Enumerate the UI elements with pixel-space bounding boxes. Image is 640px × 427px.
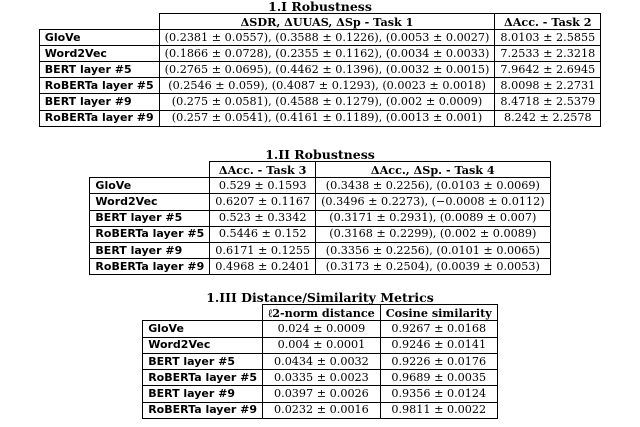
table-cell: 0.0397 ± 0.0026 [263,386,381,402]
table-cell: 0.4968 ± 0.2401 [210,259,316,275]
column-header-empty [39,14,159,30]
row-label: RoBERTa layer #5 [143,370,263,386]
row-label: Word2Vec [90,194,210,210]
table-cell: 0.6171 ± 0.1255 [210,242,316,258]
table-cell: (0.3496 ± 0.2273), (−0.0008 ± 0.0112) [316,194,551,210]
row-label: Word2Vec [39,46,159,62]
table-row [39,110,600,126]
table-cell: (0.3171 ± 0.2931), (0.0089 ± 0.007) [316,210,551,226]
table-cell: (0.3356 ± 0.2256), (0.0101 ± 0.0065) [316,242,551,258]
column-header: ΔSDR, ΔUUAS, ΔSp - Task 1 [159,14,495,30]
table-cell: 0.9811 ± 0.0022 [380,402,497,418]
table-row [90,259,550,275]
table-row [90,178,550,194]
table-row [90,242,550,258]
row-label: GloVe [90,178,210,194]
table-row [143,337,498,353]
section-title: 1.II Robustness [265,147,375,162]
table-row [143,370,498,386]
row-label: RoBERTa layer #9 [39,110,159,126]
column-header-empty [90,162,210,178]
table-cell: 0.0335 ± 0.0023 [263,370,381,386]
table-row [39,94,600,110]
table-cell: 0.9356 ± 0.0124 [380,386,497,402]
table-cell: 0.0434 ± 0.0032 [263,353,381,369]
table-cell: 0.024 ± 0.0009 [263,321,381,337]
table-cell: 0.004 ± 0.0001 [263,337,381,353]
table-row [39,46,600,62]
table-row [39,78,600,94]
table-header-row [90,162,550,178]
table-cell: 0.9689 ± 0.0035 [380,370,497,386]
table-row [90,194,550,210]
table-header-row [143,305,498,321]
table-cell: (0.3173 ± 0.2504), (0.0039 ± 0.0053) [316,259,551,275]
table-cell: 8.0098 ± 2.2731 [495,78,601,94]
table-row [143,386,498,402]
row-label: Word2Vec [143,337,263,353]
column-header: ΔAcc. - Task 3 [210,162,316,178]
row-label: RoBERTa layer #5 [90,226,210,242]
table-cell: 0.5446 ± 0.152 [210,226,316,242]
table-cell: 0.9246 ± 0.0141 [380,337,497,353]
section-title: 1.III Distance/Similarity Metrics [206,290,434,305]
column-header: Cosine similarity [380,305,497,321]
distance-similarity-table [142,304,498,419]
row-label: GloVe [39,30,159,46]
table-cell: (0.3168 ± 0.2299), (0.002 ± 0.0089) [316,226,551,242]
table-row [90,210,550,226]
table-cell: 0.9267 ± 0.0168 [380,321,497,337]
column-header-empty [143,305,263,321]
table-cell: 8.0103 ± 2.5855 [495,30,601,46]
table-row [143,402,498,418]
table-cell: 0.0232 ± 0.0016 [263,402,381,418]
table-row [39,30,600,46]
row-label: RoBERTa layer #5 [39,78,159,94]
row-label: GloVe [143,321,263,337]
row-label: RoBERTa layer #9 [90,259,210,275]
table-cell: 8.4718 ± 2.5379 [495,94,601,110]
table-cell: 0.6207 ± 0.1167 [210,194,316,210]
table-cell: 0.9226 ± 0.0176 [380,353,497,369]
table-row [143,321,498,337]
table-cell: (0.2765 ± 0.0695), (0.4462 ± 0.1396), (0.0032 ± 0.0015) [159,62,495,78]
table-cell: 8.242 ± 2.2578 [495,110,601,126]
table-cell: 0.523 ± 0.3342 [210,210,316,226]
row-label: BERT layer #5 [39,62,159,78]
row-label: BERT layer #9 [143,386,263,402]
table-row [90,226,550,242]
distance-similarity-section [0,291,640,419]
robustness-section-1 [0,0,640,127]
table-cell: 7.2533 ± 2.3218 [495,46,601,62]
table-row [39,62,600,78]
table-cell: (0.1866 ± 0.0728), (0.2355 ± 0.1162), (0.0034 ± 0.0033) [159,46,495,62]
column-header: ΔAcc., ΔSp. - Task 4 [316,162,551,178]
section-title: 1.I Robustness [268,0,372,14]
row-label: BERT layer #5 [90,210,210,226]
table-row [143,353,498,369]
row-label: BERT layer #9 [39,94,159,110]
table-cell: 7.9642 ± 2.6945 [495,62,601,78]
robustness-table-2 [89,161,550,275]
table-header-row [39,14,600,30]
table-cell: 0.529 ± 0.1593 [210,178,316,194]
table-cell: (0.275 ± 0.0581), (0.4588 ± 0.1279), (0.002 ± 0.0009) [159,94,495,110]
column-header: ΔAcc. - Task 2 [495,14,601,30]
row-label: RoBERTa layer #9 [143,402,263,418]
row-label: BERT layer #9 [90,242,210,258]
table-cell: (0.257 ± 0.0541), (0.4161 ± 0.1189), (0.0013 ± 0.001) [159,110,495,126]
robustness-section-2 [0,148,640,275]
table-cell: (0.3438 ± 0.2256), (0.0103 ± 0.0069) [316,178,551,194]
row-label: BERT layer #5 [143,353,263,369]
table-cell: (0.2381 ± 0.0557), (0.3588 ± 0.1226), (0.0053 ± 0.0027) [159,30,495,46]
robustness-table-1 [39,13,601,127]
column-header: ℓ2-norm distance [263,305,381,321]
table-cell: (0.2546 ± 0.059), (0.4087 ± 0.1293), (0.0023 ± 0.0018) [159,78,495,94]
